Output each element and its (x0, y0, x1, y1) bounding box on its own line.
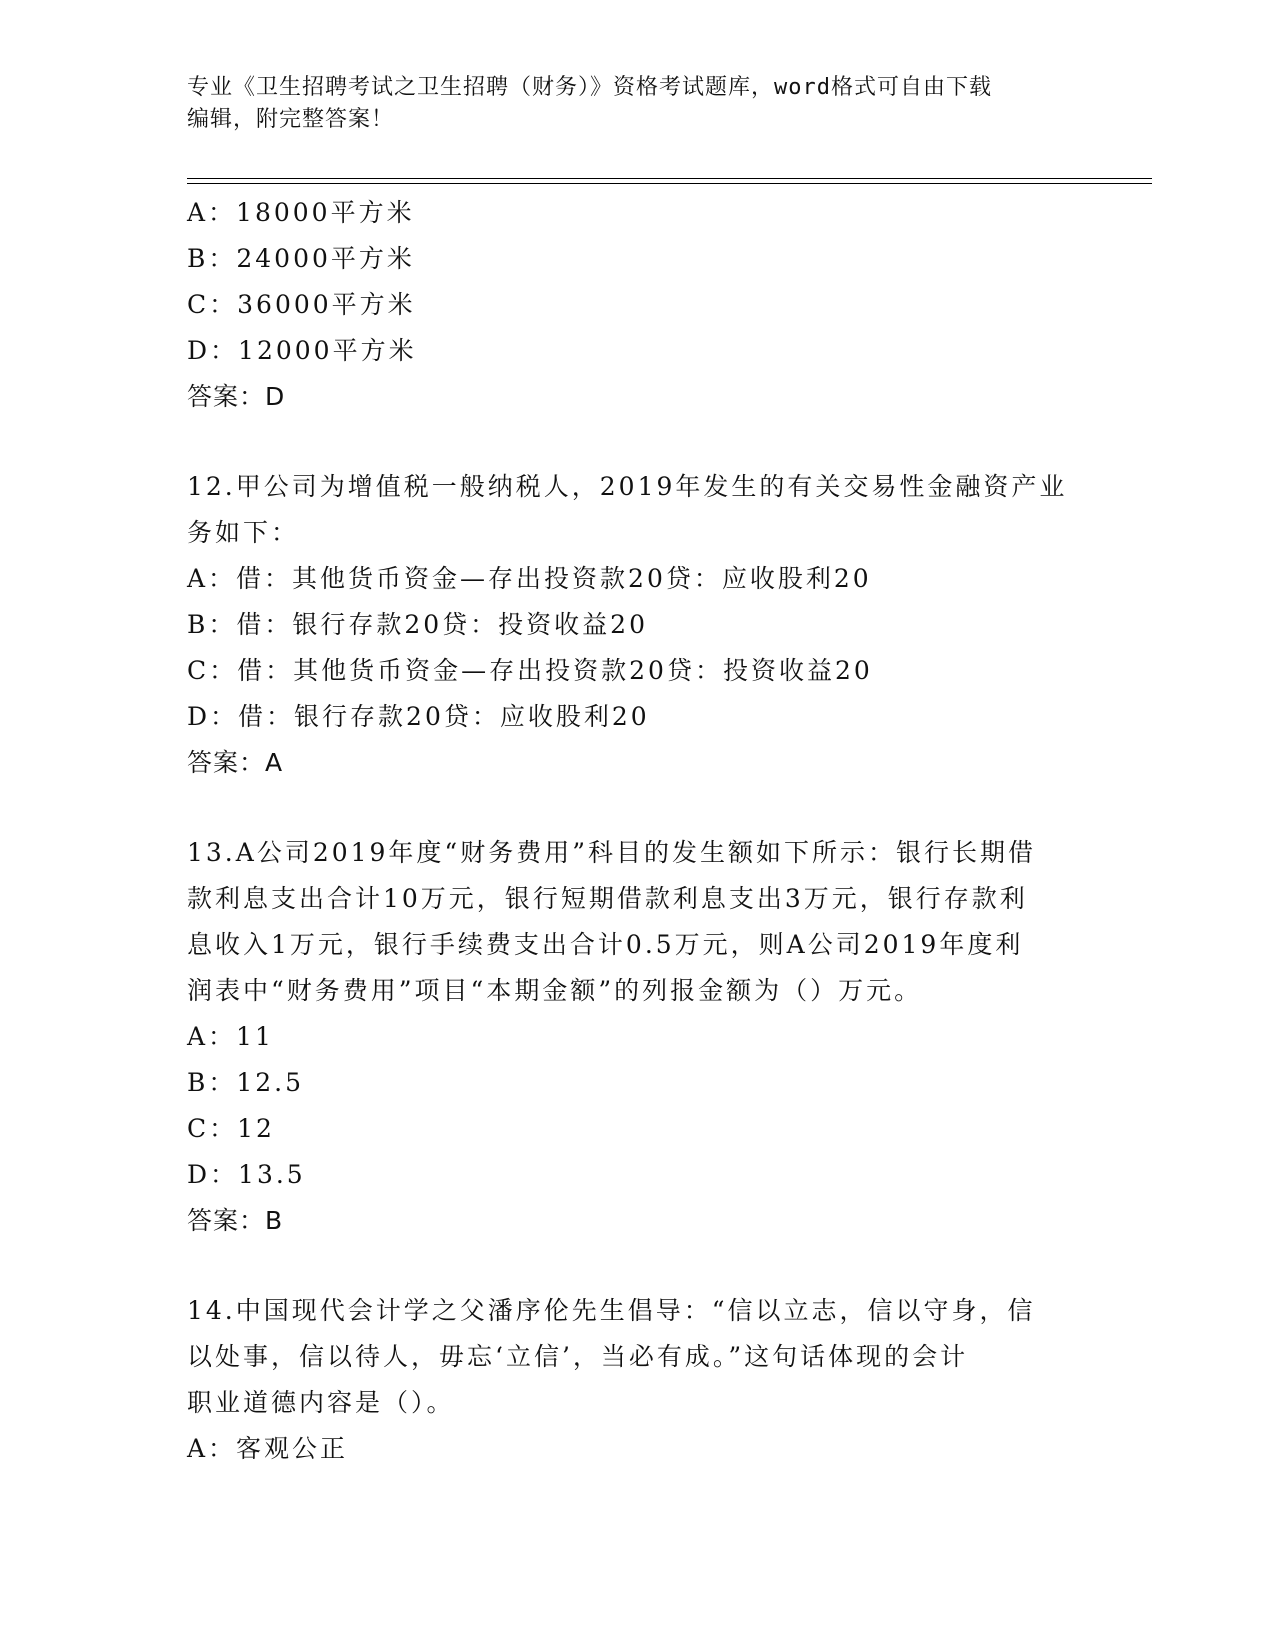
question-text-line: 以处事，信以待人，毋忘‘立信’，当必有成。”这句话体现的会计 (187, 1342, 969, 1371)
question-text-line: 务如下： (187, 518, 300, 547)
question-text-line: 润表中“财务费用”项目“本期金额”的列报金额为（）万元。 (187, 976, 923, 1005)
question-text (187, 830, 1087, 1014)
option-a: A：18000平方米 (187, 198, 415, 227)
answer-line: 答案：D (187, 382, 286, 411)
answer-line: 答案：B (187, 1206, 284, 1235)
question-text-line: 职业道德内容是（）。 (187, 1388, 455, 1417)
question-text-line: 12.甲公司为增值税一般纳税人，2019年发生的有关交易性金融资产业 (187, 472, 1068, 501)
question-list (187, 190, 1087, 1472)
question-text (187, 464, 1087, 556)
question-13 (187, 830, 1087, 1244)
option-c: C：36000平方米 (187, 290, 416, 319)
question-11 (187, 190, 1087, 420)
document-header (187, 72, 1067, 136)
question-text-line: 13.A公司2019年度“财务费用”科目的发生额如下所示：银行长期借 (187, 838, 1036, 867)
option-c: C：12 (187, 1114, 275, 1143)
option-b: B：12.5 (187, 1068, 305, 1097)
question-text-line: 息收入1万元，银行手续费支出合计0.5万元，则A公司2019年度利 (187, 930, 1024, 959)
option-a: A：客观公正 (187, 1434, 349, 1463)
header-divider-top (187, 178, 1152, 179)
header-line-1: 专业《卫生招聘考试之卫生招聘（财务）》资格考试题库，word格式可自由下载 (187, 75, 992, 100)
option-a: A：11 (187, 1022, 274, 1051)
question-text-line: 14.中国现代会计学之父潘序伦先生倡导：“信以立志，信以守身，信 (187, 1296, 1036, 1325)
question-text (187, 1288, 1087, 1426)
option-b: B：借：银行存款20贷：投资收益20 (187, 610, 648, 639)
question-text-line: 款利息支出合计10万元，银行短期借款利息支出3万元，银行存款利 (187, 884, 1028, 913)
option-d: D：13.5 (187, 1160, 306, 1189)
header-line-2: 编辑，附完整答案！ (187, 107, 395, 132)
option-d: D：借：银行存款20贷：应收股利20 (187, 702, 650, 731)
answer-line: 答案：A (187, 748, 284, 777)
option-a: A：借：其他货币资金—存出投资款20贷：应收股利20 (187, 564, 872, 593)
option-c: C：借：其他货币资金—存出投资款20贷：投资收益20 (187, 656, 873, 685)
header-divider-bottom (187, 183, 1152, 184)
option-d: D：12000平方米 (187, 336, 417, 365)
question-14 (187, 1288, 1087, 1472)
question-12 (187, 464, 1087, 786)
option-b: B：24000平方米 (187, 244, 415, 273)
